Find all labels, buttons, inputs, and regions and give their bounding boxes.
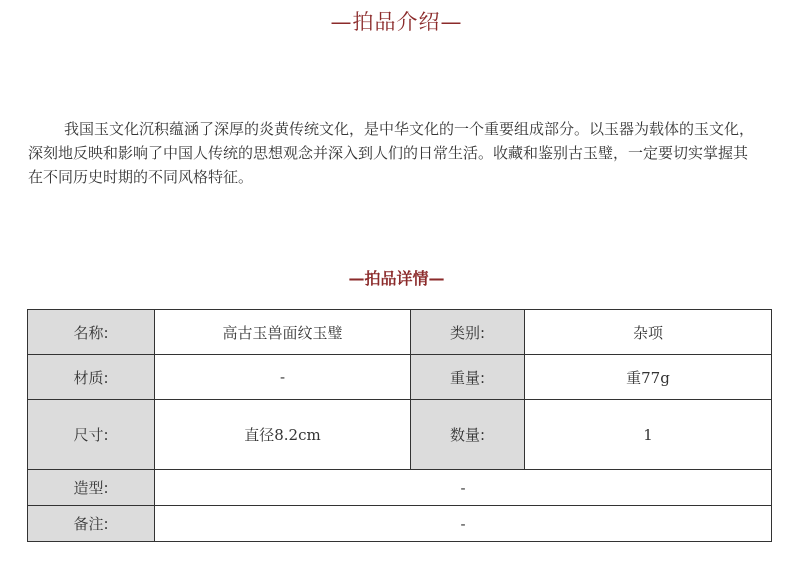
shape-value: - — [155, 470, 772, 506]
notes-value: - — [155, 506, 772, 542]
detail-row-notes — [28, 506, 772, 542]
intro-paragraph: 我国玉文化沉积蕴涵了深厚的炎黄传统文化，是中华文化的一个重要组成部分。以玉器为载体的玉文化，深刻地反映和影响了中国人传统的思想观念并深入到人们的日常生活。收藏和鉴别古玉璧，一定要切实掌握其在不同历史时期的不同风格特征。 — [28, 120, 755, 186]
notes-label: 备注: — [28, 506, 155, 542]
category-value: 杂项 — [525, 310, 772, 355]
weight-value: 重77g — [525, 355, 772, 400]
intro-title: —拍品介绍— — [330, 10, 463, 34]
name-value: 高古玉兽面纹玉璧 — [155, 310, 411, 355]
size-value: 直径8.2cm — [155, 400, 411, 470]
name-label: 名称: — [28, 310, 155, 355]
detail-row-shape — [28, 470, 772, 506]
material-value: - — [155, 355, 411, 400]
detail-row-name — [28, 310, 772, 355]
detail-row-size — [28, 400, 772, 470]
material-label: 材质: — [28, 355, 155, 400]
size-label: 尺寸: — [28, 400, 155, 470]
details-title: —拍品详情— — [348, 269, 445, 288]
category-label: 类别: — [411, 310, 525, 355]
shape-label: 造型: — [28, 470, 155, 506]
quantity-value: 1 — [525, 400, 772, 470]
weight-label: 重量: — [411, 355, 525, 400]
quantity-label: 数量: — [411, 400, 525, 470]
detail-row-material — [28, 355, 772, 400]
details-table — [27, 309, 772, 542]
